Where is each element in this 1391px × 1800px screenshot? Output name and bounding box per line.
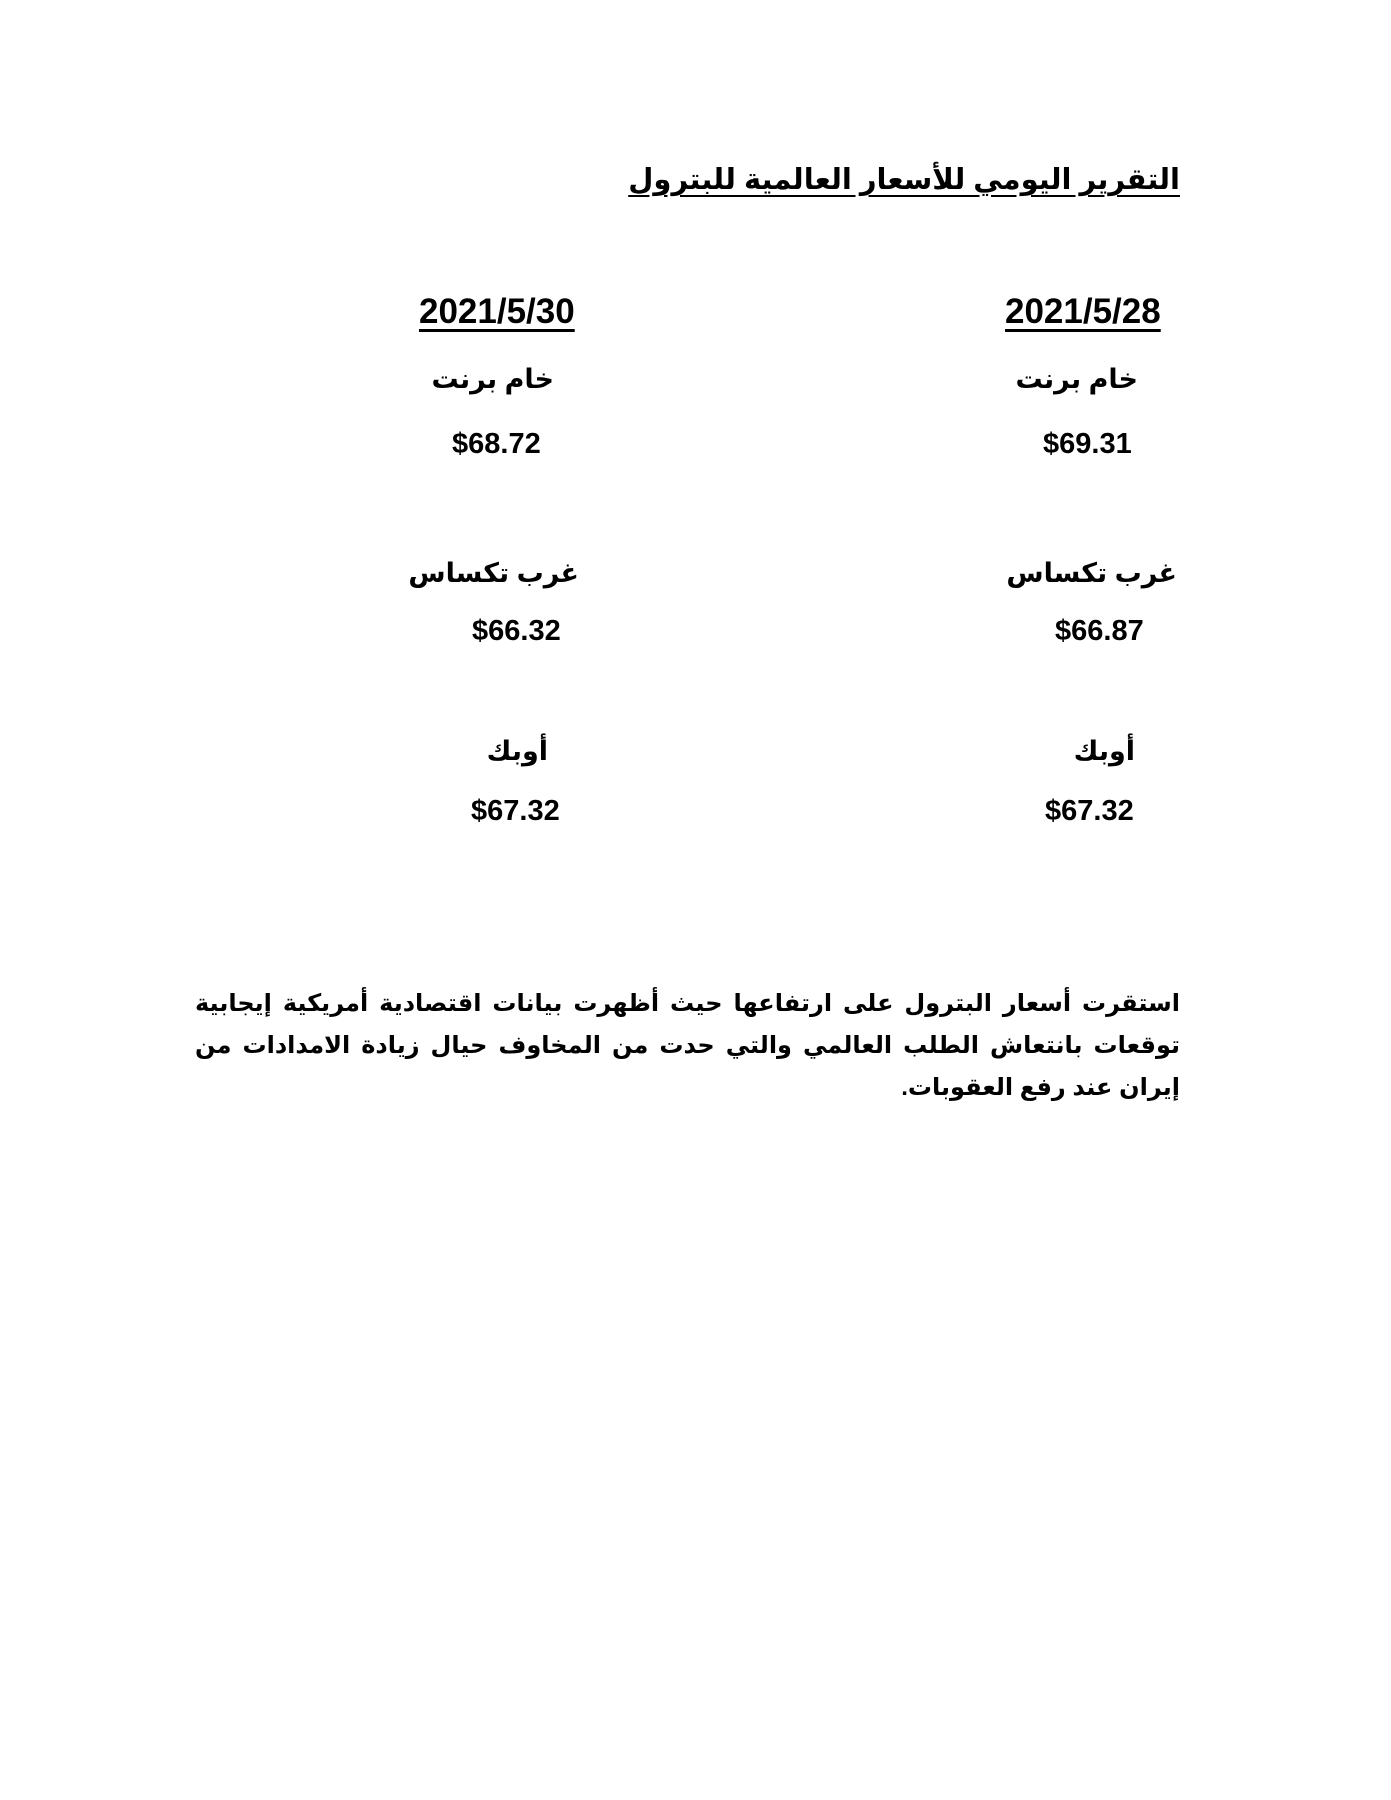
price-brent-right: $69.31 xyxy=(1043,428,1132,460)
label-brent-left: خام برنت xyxy=(431,364,554,394)
price-wti-right: $66.87 xyxy=(1055,615,1144,647)
report-title: التقرير اليومي للأسعار العالمية للبترول xyxy=(628,164,1180,196)
report-paragraph: استقرت أسعار البترول على ارتفاعها حيث أظهرت بيانات اقتصادية أمريكية إيجابية توقعات بانتعاش الطلب العالمي والتي حدت من المخاوف حيال زيادة الامدادات من إيران عند رفع العقوبات. xyxy=(195,990,1181,1101)
label-opec-right: أوبك xyxy=(1073,736,1135,766)
date-heading-left: 2021/5/30 xyxy=(419,292,575,331)
price-wti-left: $66.32 xyxy=(472,615,561,647)
label-opec-left: أوبك xyxy=(486,736,548,766)
date-heading-right: 2021/5/28 xyxy=(1005,292,1161,331)
price-opec-right: $67.32 xyxy=(1045,795,1134,827)
label-brent-right: خام برنت xyxy=(1015,364,1138,394)
label-wti-right: غرب تكساس xyxy=(1006,558,1177,588)
price-opec-left: $67.32 xyxy=(471,795,560,827)
price-brent-left: $68.72 xyxy=(452,428,541,460)
label-wti-left: غرب تكساس xyxy=(408,558,579,588)
